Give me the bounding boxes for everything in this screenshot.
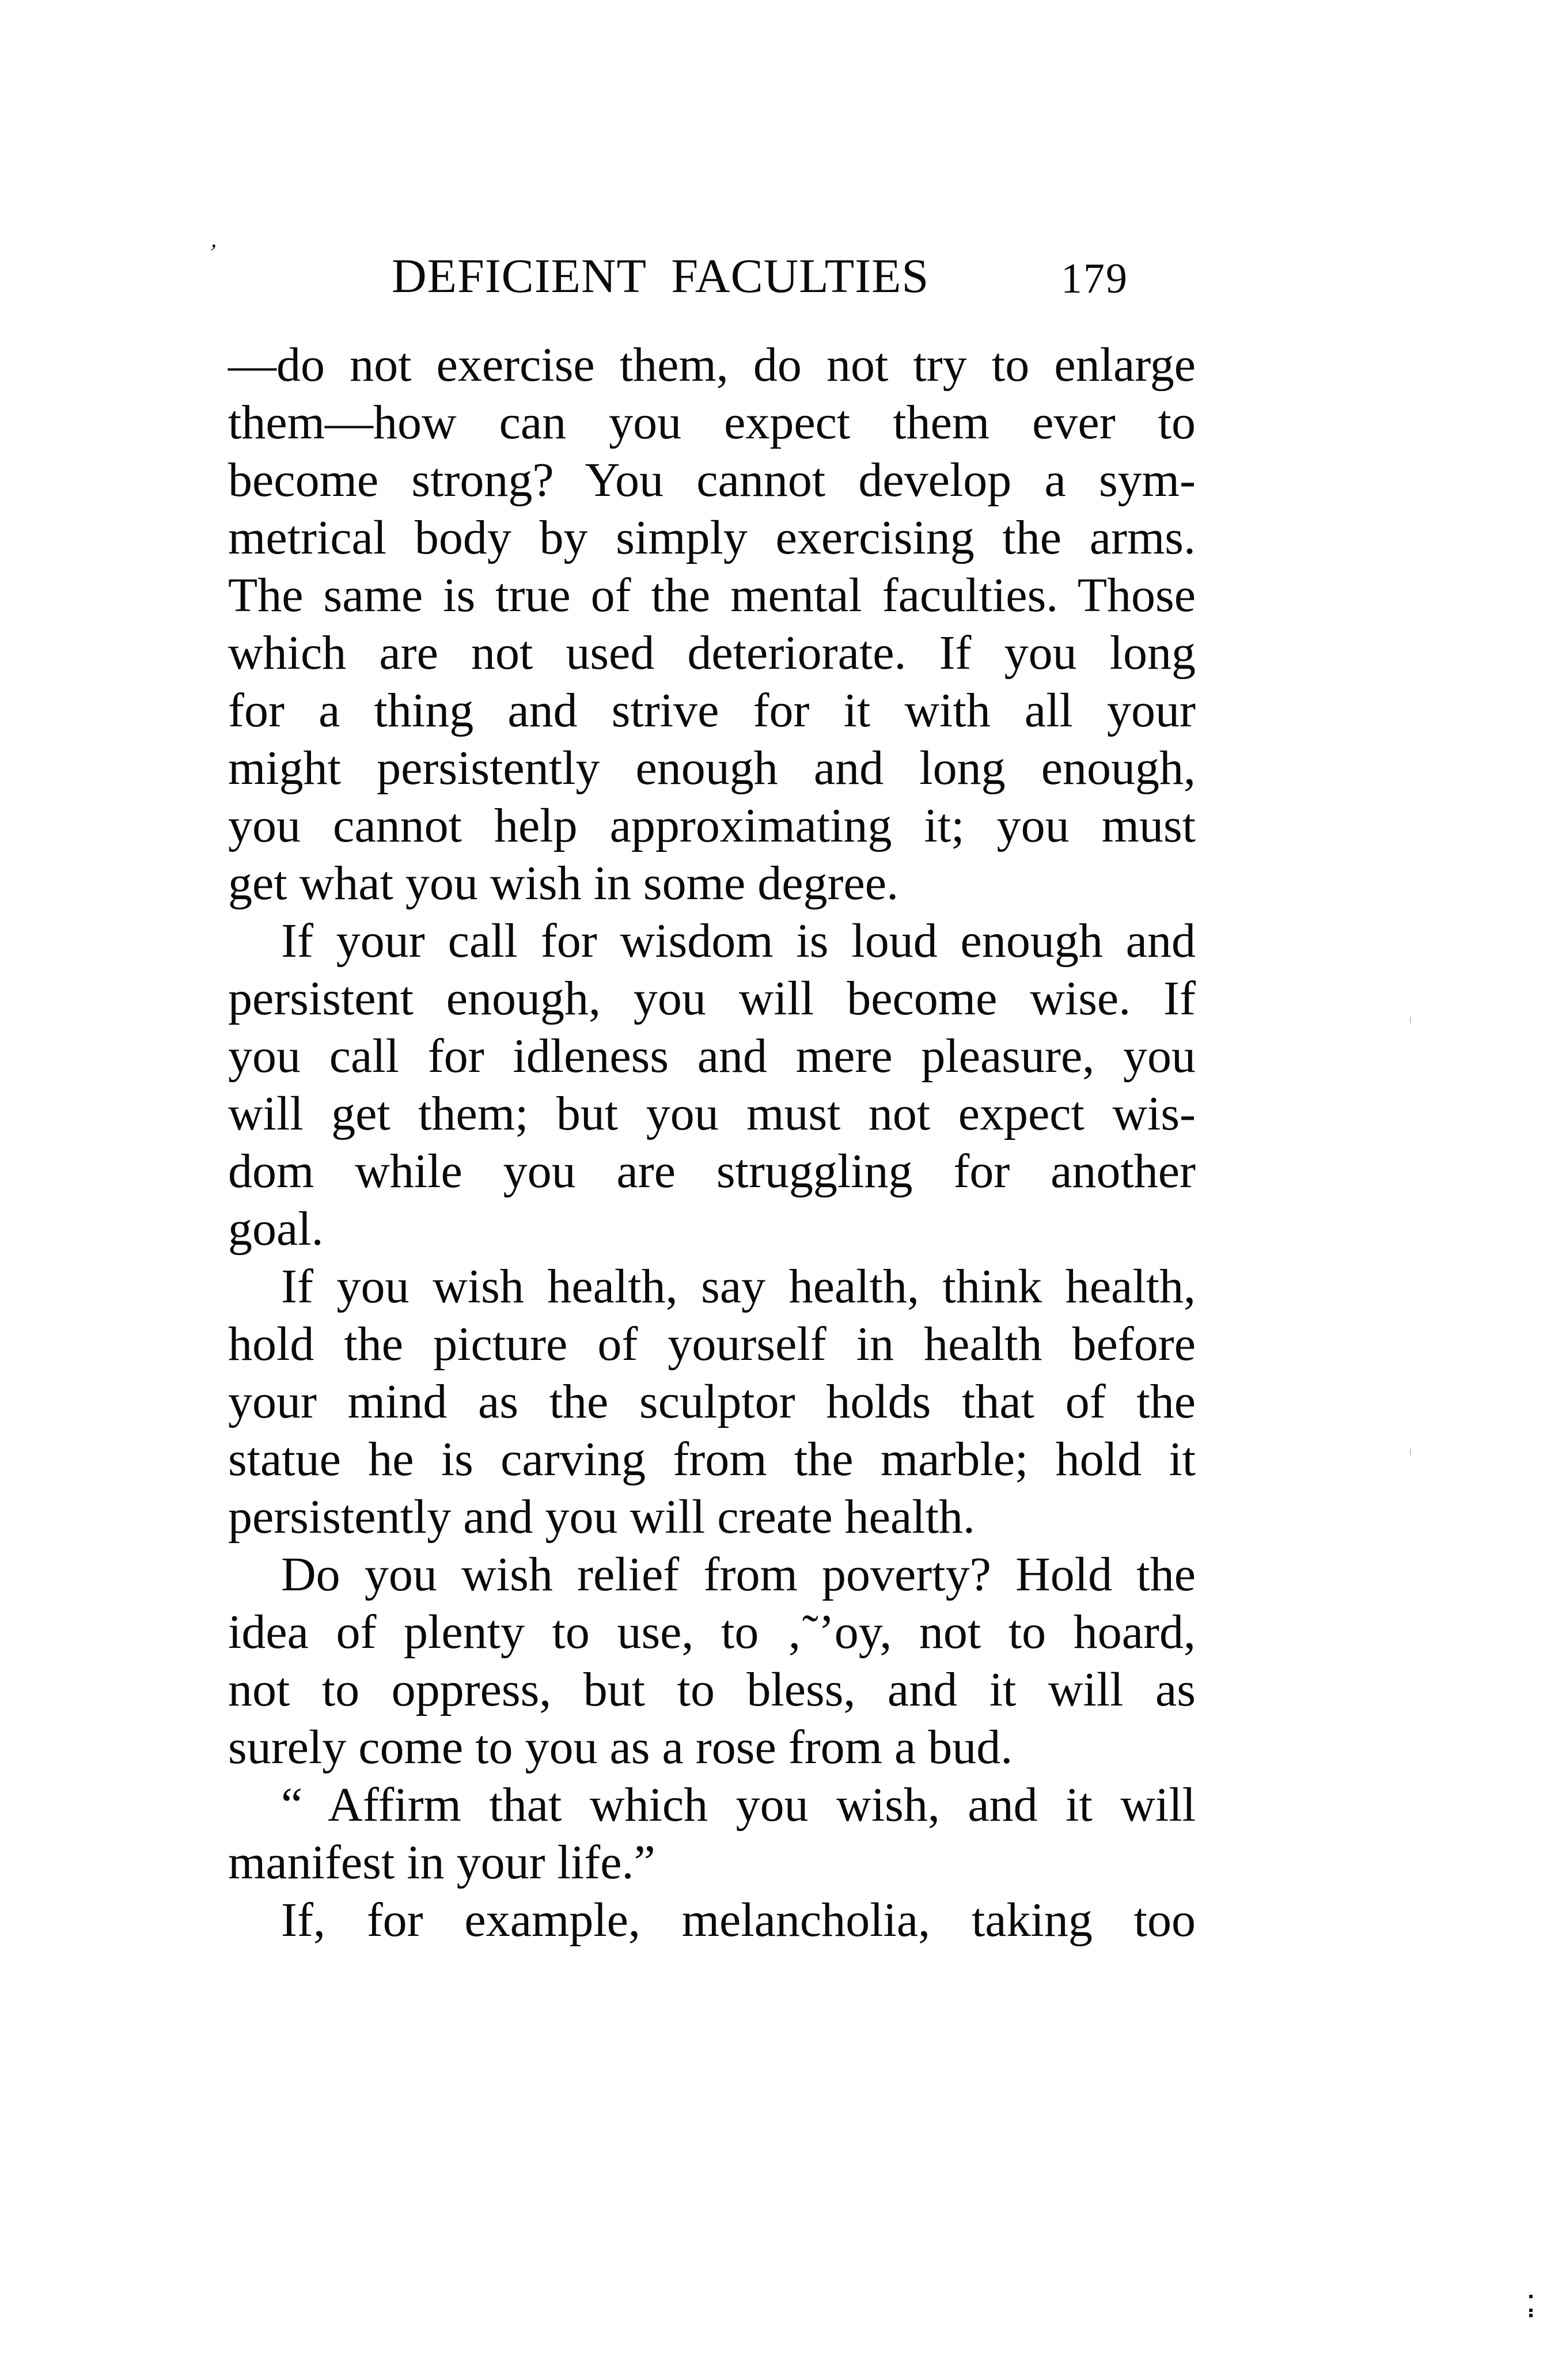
paragraph [228,336,1196,912]
faint-margin-mark [1410,1449,1411,1456]
text-line: dom while you are struggling for another [228,1144,1196,1198]
text-line: —do not exercise them, do not try to enlarge [228,338,1196,392]
text-line: not to oppress, but to bless, and it will as [228,1663,1196,1716]
text-line: surely come to you as a rose from a bud. [228,1720,1013,1774]
text-line: get what you wish in some degree. [228,857,899,910]
text-line: “ Affirm that which you wish, and it will [281,1778,1196,1832]
text-line: If your call for wisdom is loud enough and [281,914,1196,968]
paragraph-quote [228,1776,1196,1892]
text-line: The same is true of the mental faculties. Those [228,569,1196,622]
text-line: If you wish health, say health, think health, [281,1260,1196,1313]
running-head [392,245,1198,308]
text-line: metrical body by simply exercising the arms. [228,511,1196,564]
page-number: 179 [1061,255,1128,302]
text-line: Do you wish relief from poverty? Hold the [281,1548,1196,1601]
text-line: hold the picture of yourself in health before [228,1317,1196,1371]
paragraph [228,1546,1196,1776]
margin-print-marks [1529,2295,1534,2329]
text-line: for a thing and strive for it with all your [228,684,1196,737]
text-line: idea of plenty to use, to ‚˜ʼoy, not to hoard, [228,1605,1196,1659]
body-text [228,336,1196,1949]
faint-margin-mark [1410,1017,1411,1024]
text-line: which are not used deteriorate. If you long [228,626,1196,680]
text-line: persistently and you will create health. [228,1490,975,1544]
text-line: you cannot help approximating it; you must [228,799,1196,852]
print-dot [1529,2309,1533,2312]
text-line: your mind as the sculptor holds that of the [228,1375,1196,1428]
stray-print-mark: ’ [206,239,219,265]
text-line: statue he is carving from the marble; hold it [228,1432,1196,1486]
paragraph [228,1258,1196,1546]
text-line: might persistently enough and long enough, [228,741,1196,795]
text-line: If, for example, melancholia, taking too [281,1893,1196,1947]
paragraph [228,912,1196,1258]
print-dot [1529,2295,1533,2298]
print-dot [1529,2314,1533,2317]
text-line: goal. [228,1202,324,1256]
chapter-title: DEFICIENT FACULTIES [392,249,930,303]
text-line: become strong? You cannot develop a sym- [228,453,1196,507]
text-line: you call for idleness and mere pleasure, you [228,1029,1196,1083]
text-line: will get them; but you must not expect wis- [228,1087,1196,1140]
text-line: manifest in your life.” [228,1836,655,1889]
paragraph [228,1892,1196,1949]
text-line: persistent enough, you will become wise. If [228,972,1196,1025]
text-line: them—how can you expect them ever to [228,396,1196,449]
